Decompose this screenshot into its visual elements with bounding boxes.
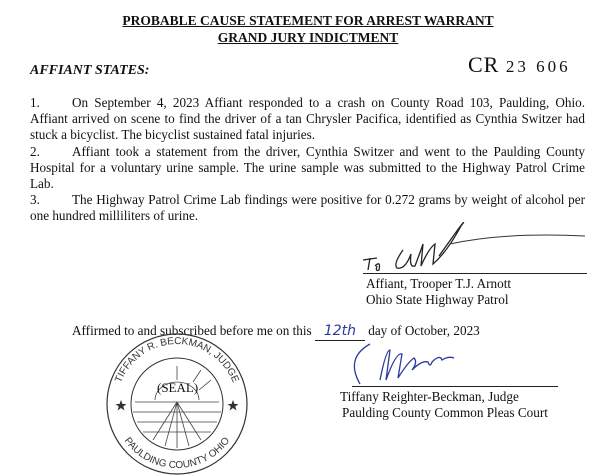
affirmation-suffix: day of October, 2023 bbox=[368, 323, 480, 338]
affiant-organization: Ohio State Highway Patrol bbox=[366, 292, 509, 307]
affirmation-prefix: Affirmed to and subscribed before me on this bbox=[72, 323, 312, 338]
affiant-signature bbox=[355, 222, 595, 272]
affiant-signature-line bbox=[363, 273, 587, 274]
affiant-states-heading: AFFIANT STATES: bbox=[30, 63, 150, 78]
paragraph-number: 1. bbox=[30, 95, 40, 110]
document-title: PROBABLE CAUSE STATEMENT FOR ARREST WARRANT bbox=[122, 13, 494, 28]
judge-signature bbox=[340, 342, 560, 386]
affiant-name: Affiant, Trooper T.J. Arnott bbox=[366, 276, 512, 291]
paragraph-number: 2. bbox=[30, 143, 40, 159]
case-number-value: 23 606 bbox=[505, 57, 571, 76]
judge-court: Paulding County Common Pleas Court bbox=[342, 405, 548, 420]
document-subtitle: GRAND JURY INDICTMENT bbox=[217, 30, 399, 45]
judge-name: Tiffany Reighter-Beckman, Judge bbox=[340, 389, 519, 404]
paragraph-2 bbox=[30, 144, 585, 193]
paragraph-1 bbox=[30, 95, 585, 144]
seal-bottom-text: PAULDING COUNTY OHIO bbox=[121, 435, 233, 472]
case-number bbox=[468, 52, 571, 78]
case-prefix: CR bbox=[468, 52, 500, 77]
seal-label: (SEAL) bbox=[157, 380, 199, 395]
statement-body bbox=[30, 95, 585, 225]
paragraph-number: 3. bbox=[30, 192, 40, 208]
seal-star-left-icon bbox=[116, 400, 127, 411]
handwritten-day: 12th bbox=[323, 323, 357, 339]
paragraph-3 bbox=[30, 192, 585, 224]
paragraph-text: On September 4, 2023 Affiant responded to a crash on County Road 103, Paulding, Ohio. Affiant arrived on scene to find the driver of a tan Chrysler Pacifica, identified as Cynthia Switzer had stuck a bicyclist. The bicyclist sustained fatal injuries. bbox=[30, 95, 585, 143]
seal-star-right-icon bbox=[228, 400, 239, 411]
court-seal bbox=[105, 328, 249, 476]
seal-top-text: TIFFANY R. BECKMAN, JUDGE bbox=[113, 335, 241, 385]
paragraph-text: Affiant took a statement from the driver, Cynthia Switzer and went to the Paulding County Hospital for a voluntary urine sample. The urine sample was submitted to the Highway Patrol Crime Lab. bbox=[30, 143, 585, 192]
day-blank bbox=[315, 322, 365, 341]
judge-signature-line bbox=[352, 386, 558, 387]
paragraph-text: The Highway Patrol Crime Lab findings were positive for 0.272 grams by weight of alcohol per one hundred milliliters of urine. bbox=[30, 192, 585, 224]
